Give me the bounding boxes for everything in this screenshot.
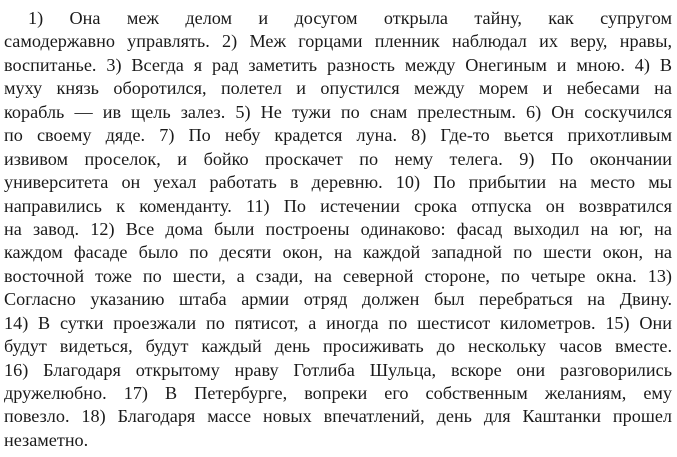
text-line: 16) Благодаря открытому нраву Готлиба Шульца, вскоре они разговорились: [4, 359, 672, 380]
text-line: незаметно.: [4, 429, 89, 450]
text-line: направились к коменданту. 11) По истечении срока отпуска он возвратился: [4, 195, 672, 216]
text-line: будут видеться, будут каждый день просиживать до нескольку часов вместе.: [4, 336, 672, 357]
text-line: самодержавно управлять. 2) Меж горцами пленник наблюдал их веру, нравы,: [4, 31, 672, 52]
text-line: университета он уехал работать в деревню. 10) По прибытии на место мы: [4, 172, 672, 193]
text-line: воспитанье. 3) Всегда я рад заметить разность между Онегиным и мною. 4) В: [4, 54, 672, 75]
text-line: Согласно указанию штаба армии отряд должен был перебраться на Двину.: [4, 289, 672, 310]
text-line: каждом фасаде было по десяти окон, на каждой западной по шести окон, на: [4, 242, 672, 263]
text-line: по своему дяде. 7) По небу крадется луна. 8) Где-то вьется прихотливым: [4, 125, 672, 146]
paragraph: [4, 7, 672, 452]
text-line: восточной тоже по шести, а сзади, на северной стороне, по четыре окна. 13): [4, 265, 672, 286]
text-line: корабль — ив щель залез. 5) Не тужи по снам прелестным. 6) Он соскучился: [4, 101, 672, 122]
text-line: 1) Она меж делом и досугом открыла тайну, как супругом: [28, 8, 672, 28]
text-line: извивом проселок, и бойко проскачет по нему телега. 9) По окончании: [4, 148, 672, 169]
text-line: повезло. 18) Благодаря массе новых впечатлений, день для Каштанки прошел: [4, 406, 672, 427]
text-line: на завод. 12) Все дома были построены одинаково: фасад выходил на юг, на: [4, 218, 672, 239]
text-line: 14) В сутки проезжали по пятисот, а иногда по шестисот километров. 15) Они: [4, 312, 672, 333]
text-line: дружелюбно. 17) В Петербурге, вопреки его собственным желаниям, ему: [4, 383, 672, 403]
text-line: муху князь оборотился, полетел и опустился между морем и небесами на: [4, 78, 672, 99]
